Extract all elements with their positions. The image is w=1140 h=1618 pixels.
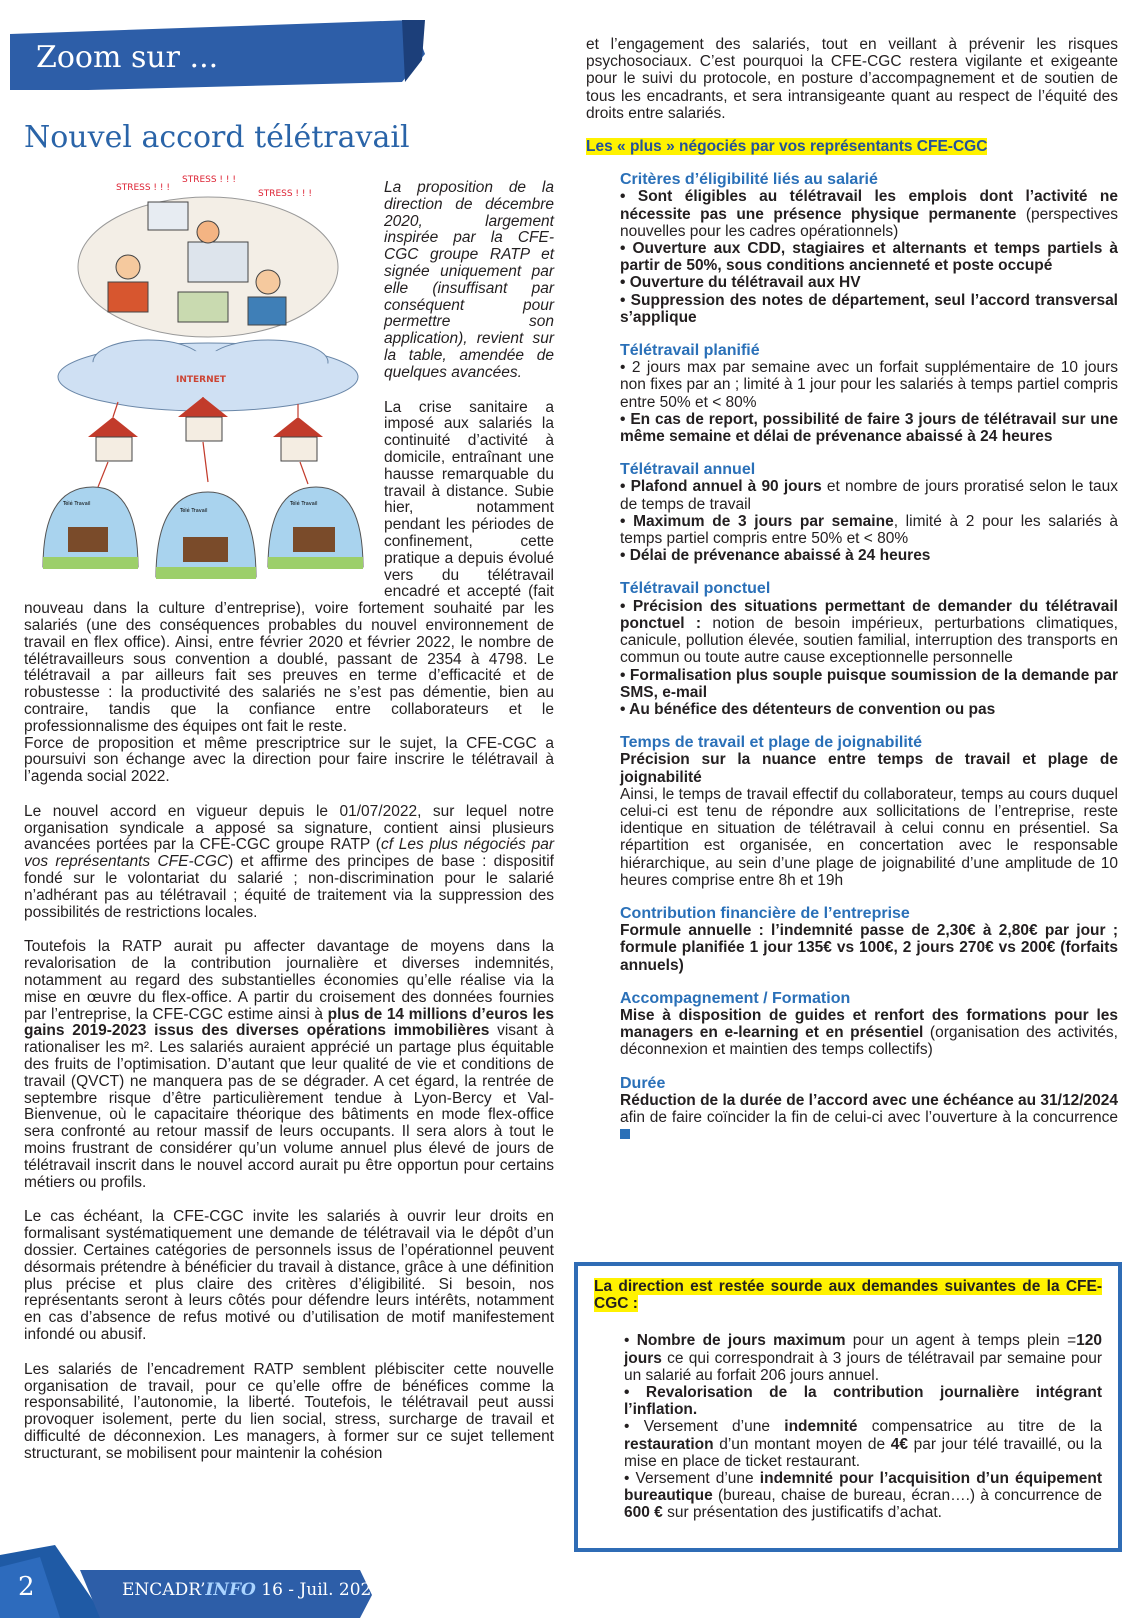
list-item: • Ouverture du télétravail aux HV	[620, 274, 861, 292]
section-lead: Précision sur la nuance entre temps de travail et plage de joignabilité	[620, 751, 1118, 786]
demands-box	[574, 1262, 1122, 1552]
section-title: Télétravail ponctuel	[620, 580, 771, 598]
house-sign: Télé Travail	[180, 508, 208, 514]
left-column	[24, 180, 554, 1463]
list-item: • 2 jours max par semaine avec un forfait supplémentaire de 10 jours non fixes par an ; limité à 1 jour pour les salariés à temps partiel compris entre 50% et < 80%	[620, 359, 1118, 411]
section-title: Temps de travail et plage de joignabilité	[620, 734, 922, 752]
demands-list	[594, 1332, 1102, 1521]
plus-section-title: Les « plus » négociés par vos représentants CFE-CGC	[586, 138, 988, 156]
section-banner	[10, 20, 425, 90]
box-title: La direction est restée sourde aux demandes suivantes de la CFE-CGC :	[594, 1278, 1102, 1313]
section-title: Contribution financière de l’entreprise	[620, 904, 910, 922]
list-item: • Formalisation plus souple puisque soumission de la demande par SMS, e-mail	[620, 666, 1118, 701]
list-item: • Ouverture aux CDD, stagiaires et alternants et temps partiels à partir de 50%, sous conditions ancienneté et poste occupé	[620, 240, 1118, 275]
banner-label: Zoom sur ...	[36, 40, 219, 75]
list-item: • Délai de prévenance abaissé à 24 heures	[620, 547, 931, 565]
list-item: • Maximum de 3 jours par semaine, limité à 2 pour les salariés à temps partiel compris entre 50% et < 80%	[620, 512, 1118, 548]
list-item: • Suppression des notes de département, seul l’accord transversal s’applique	[620, 291, 1118, 326]
paragraph-ratp: Toutefois la RATP aurait pu affecter davantage de moyens dans la revalorisation de la contribution journalière et diverses indemnités, notamment au regard des substantielles économies qu’elle réalise via la mise en œuvre du flex-office. A partir du croisement des données fournies par l’entreprise, la CFE-CGC estime ainsi à plus de 14 millions d’euros les gains 2019-2023 issus des diverses opérations immobilières visant à rationaliser les m². Les salariés auraient apprécié un partage plus équitable des fruits de l’optimisation. D’autant que leur qualité de vie et conditions de travail (QVCT) ne manquera pas de se dégrader. A cet égard, la rentrée de septembre risque d’être particulièrement tendue à Lyon-Bercy et Val-Bienvenue, où le capacitaire théorique des bâtiments en mode flex-office sera confronté au retour massif de leurs occupants. Il sera alors à tout le moins frustrant de considérer qu’un volume annuel plus élevé de jours de télétravail inscrit dans le nouvel accord aurait pu être opportun pour certains métiers ou profils.	[24, 938, 554, 1191]
end-square-icon	[620, 1129, 630, 1139]
house-sign: Télé Travail	[290, 501, 318, 507]
paragraph-crise: La crise sanitaire a imposé aux salariés la continuité d’activité à domicile, entraînant une hausse remarquable du travail à distance. Subie hier, notamment pendant les périodes de confinement, cette pratique a depuis évolué vers du télétravail encadré et accepté (fait nouveau dans la culture d’entreprise), voire fortement souhaité par les salariés (une des conséquences probables du nouvel environnement de travail en flex office). Ainsi, entre février 2020 et février 2022, le nombre de télétravailleurs sous convention a doublé, passant de 2354 à 4798. Le télétravail a par ailleurs fait ses preuves en terme d’efficacité et de robustesse : la productivité des salariés ne s’est pas démentie, bien au contraire, tandis que la confiance entre collaborateurs et le professionnalisme des équipes ont fait le reste.	[24, 398, 554, 735]
section-title: Accompagnement / Formation	[620, 989, 851, 1007]
internet-label: INTERNET	[176, 375, 226, 385]
house-sign: Télé Travail	[63, 501, 91, 507]
paragraph-encadrement: Les salariés de l’encadrement RATP semblent plébisciter cette nouvelle organisation de travail, pour ce qu’elle offre de bénéfices comme la responsabilité, l’autonomie, la liberté. Toutefois, le télétravail peut aussi provoquer isolement, perte du lien social, stress, surcharge de travail et difficulté de déconnexion. Les managers, à former sur ce sujet tellement structurant, se mobilisent pour maintenir la cohésion	[24, 1360, 554, 1462]
illustration-spacer	[24, 180, 384, 600]
list-item: • Nombre de jours maximum pour un agent à temps plein =120 jours ce qui correspondrait à 3 jours de télétravail par semaine pour un salarié au forfait 206 jours annuel.	[624, 1332, 1103, 1384]
section-criteres	[586, 171, 1118, 1143]
stress-label: STRESS ! ! !	[116, 183, 170, 193]
list-item: • En cas de report, possibilité de faire 3 jours de télétravail sur une même semaine et délai de prévenance abaissé à 24 heures	[620, 410, 1118, 446]
list-item: • Précision des situations permettant de demander du télétravail ponctuel : notion de besoin impérieux, perturbations climatiques, canicule, pollution élevée, soutien familial, interruption des transports en commun ou toute autre cause exceptionnelle personnelle	[620, 597, 1118, 667]
paragraph-force: Force de proposition et même prescriptrice sur le sujet, la CFE-CGC a poursuivi son échange avec la direction pour faire inscrire le télétravail à l’agenda social 2022.	[24, 734, 554, 786]
section-text: Formule annuelle : l’indemnité passe de 2,30€ à 2,80€ par jour ; formule planifiée 1 jour 135€ vs 100€, 2 jours 270€ vs 200€ (forfaits annuels)	[620, 922, 1118, 974]
right-column	[586, 36, 1118, 1143]
section-text: Ainsi, le temps de travail effectif du collaborateur, temps au cours duquel celui-ci est tenu de répondre aux sollicitations de l’entreprise, reste identique en situation de télétravail à celui connu en présentiel. Sa répartition est organisée, en concertation avec le responsable hiérarchique, au sein d’une plage de joignabilité d’une amplitude de 10 heures comprise entre 8h et 19h	[620, 785, 1118, 889]
list-item: • Au bénéfice des détenteurs de convention ou pas	[620, 700, 996, 718]
section-title: Durée	[620, 1074, 666, 1092]
article-title: Nouvel accord télétravail	[24, 120, 410, 155]
list-item: • Versement d’une indemnité pour l’acquisition d’un équipement bureautique (bureau, chaise de bureau, écran….) à concurrence de 600 € sur présentation des justificatifs d’achat.	[624, 1470, 1103, 1522]
stress-label: STRESS ! ! !	[258, 189, 312, 199]
section-title: Télétravail planifié	[620, 342, 760, 360]
intro-paragraph: La proposition de la direction de décembre 2020, largement inspirée par la CFE-CGC groupe RATP et signée uniquement par elle (insuffisant par conséquent pour permettre son application), revient sur la table, amendée de quelques avancées.	[384, 179, 554, 381]
list-item: • Plafond annuel à 90 jours et nombre de jours proratisé selon le taux de temps de travail	[620, 478, 1118, 513]
list-item: • Versement d’une indemnité compensatrice au titre de la restauration d’un montant moyen de 4€ par jour télé travaillé, ou la mise en place de ticket restaurant.	[624, 1418, 1102, 1470]
continuation-paragraph: et l’engagement des salariés, tout en veillant à prévenir les risques psychosociaux. C’est pourquoi la CFE-CGC restera vigilante et exigeante pour le suivi du protocole, en posture d’accompagnement et de soutien de tous les encadrants, et sera intransigeante quant au respect de l’équité des droits entre salariés.	[586, 36, 1118, 122]
section-text: Mise à disposition de guides et renfort des formations pour les managers en e-learning et en présentiel (organisation des activités, déconnexion et maintien des temps collectifs)	[620, 1006, 1118, 1059]
section-title: Télétravail annuel	[620, 461, 756, 479]
paragraph-accord: Le nouvel accord en vigueur depuis le 01/07/2022, sur lequel notre organisation syndicale a apposé sa signature, contient ainsi plusieurs avancées portées par la CFE-CGC groupe RATP (cf Les plus négociés par vos représentants CFE-CGC) et affirme des principes de base : dispositif fondé sur le volontariat du salarié ; non-discrimination pour le salarié n’adhérant pas au télétravail ; équité de traitement via la suppression des possibilités de restrictions locales.	[24, 802, 554, 921]
publication-label: ENCADR’INFO 16 - Juil. 2022	[122, 1580, 383, 1600]
list-item: • Sont éligibles au télétravail les emplois dont l’activité ne nécessite pas une présence physique permanente (perspectives nouvelles pour les cadres opérationnels)	[620, 188, 1118, 240]
paragraph-echeant: Le cas échéant, la CFE-CGC invite les salariés à ouvrir leur droits en formalisant systématiquement une demande de télétravail via le dépôt d’un dossier. Certaines catégories de personnels issus de l’opérationnel peuvent désormais prétendre à bénéficier du travail à distance, grâce à une définition plus précise et plus claire des critères d’éligibilité. Si besoin, nos représentants seront à leurs côtés pour défendre leurs intérêts, notamment en cas d’absence de refus motivé ou d’utilisation de motif manifestement infondé ou abusif.	[24, 1208, 554, 1343]
page-number: 2	[18, 1572, 35, 1602]
section-text: Réduction de la durée de l’accord avec une échéance au 31/12/2024 afin de faire coïncider la fin de celui-ci avec l’ouverture à la concurrence	[620, 1092, 1118, 1144]
stress-label: STRESS ! ! !	[182, 175, 236, 185]
list-item: • Revalorisation de la contribution journalière intégrant l’inflation.	[624, 1384, 1102, 1419]
section-title: Critères d’éligibilité liés au salarié	[620, 171, 878, 189]
